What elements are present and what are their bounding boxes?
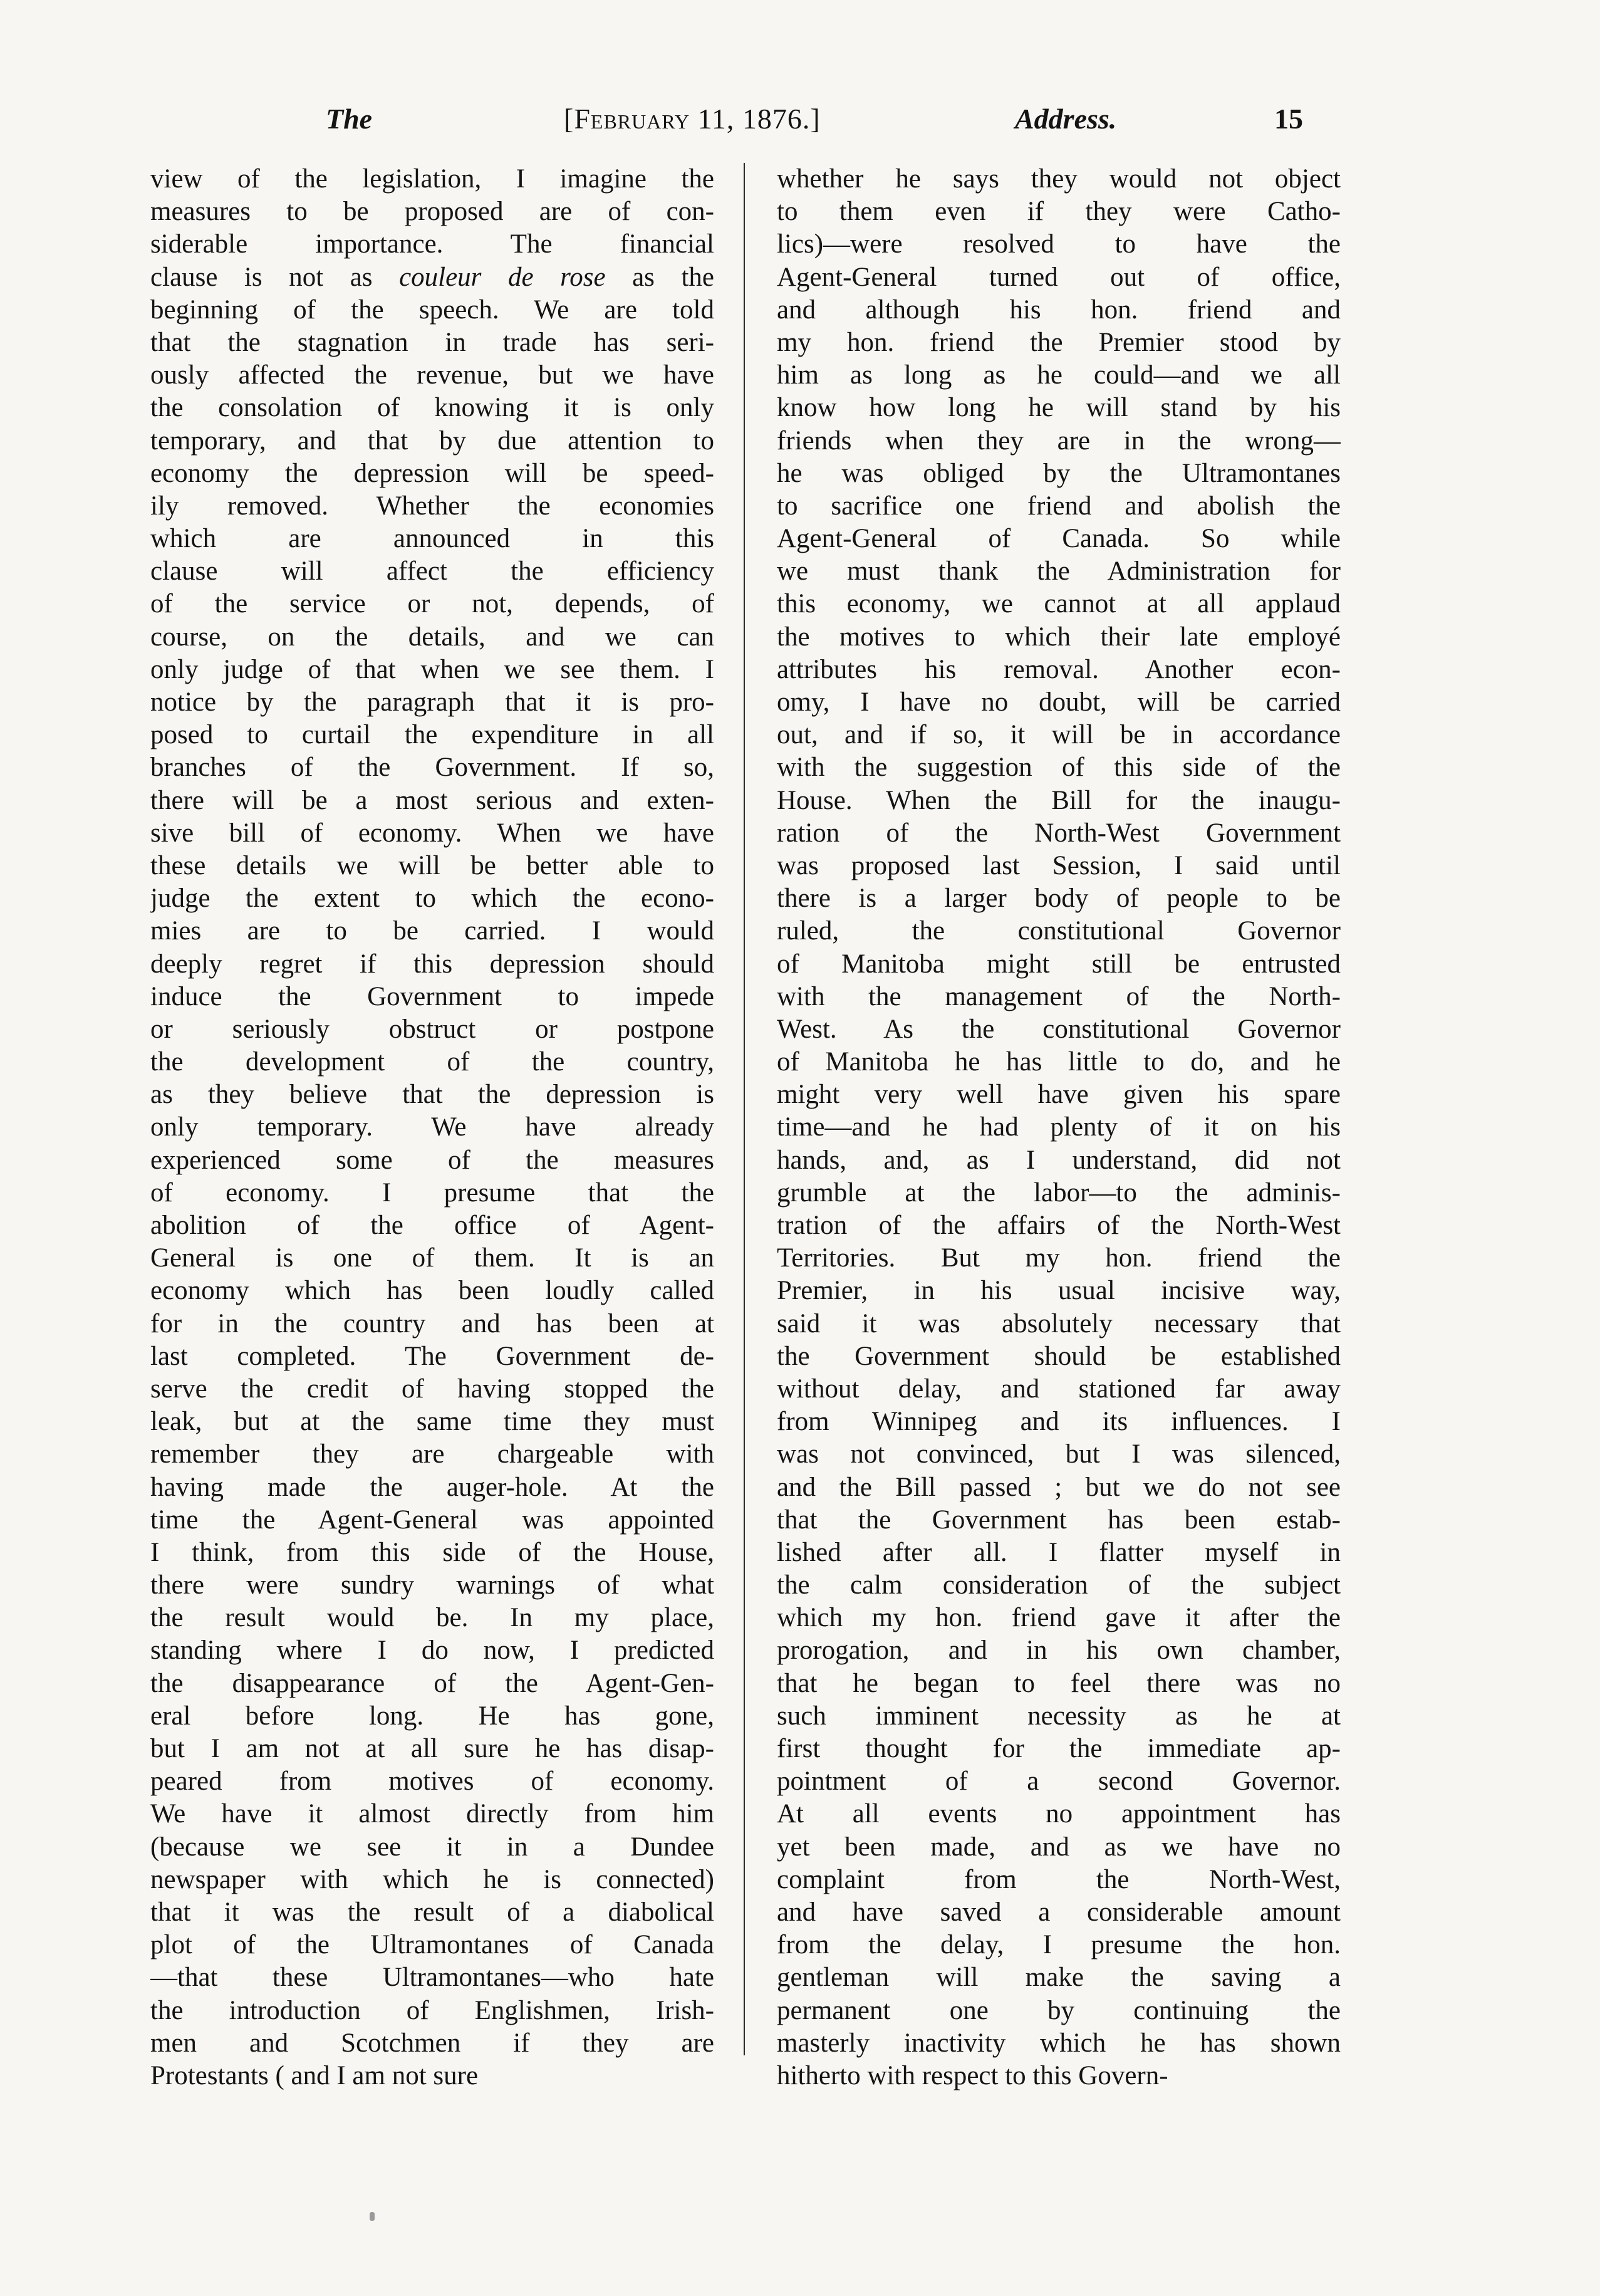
text-line: of Manitoba might still be entrusted xyxy=(777,949,1341,979)
text-line: he was obliged by the Ultramontanes xyxy=(777,458,1341,488)
text-line: there is a larger body of people to be xyxy=(777,884,1341,914)
text-line: which my hon. friend gave it after the xyxy=(777,1603,1341,1633)
text-line: we must thank the Administration for xyxy=(777,556,1341,587)
text-line: from the delay, I presume the hon. xyxy=(777,1930,1341,1960)
text-line: as they believe that the depression is xyxy=(150,1080,714,1110)
text-line: for in the country and has been at xyxy=(150,1308,714,1338)
text-line: Agent-General of Canada. So while xyxy=(777,524,1341,554)
text-line: General is one of them. It is an xyxy=(150,1243,714,1273)
text-line: At all events no appointment has xyxy=(777,1799,1341,1829)
text-line: the disappearance of the Agent-Gen- xyxy=(150,1668,714,1698)
text-line: ruled, the constitutional Governor xyxy=(777,916,1341,946)
text-line: first thought for the immediate ap- xyxy=(777,1734,1341,1763)
text-line: only temporary. We have already xyxy=(150,1112,714,1142)
text-line: Agent-General turned out of office, xyxy=(777,262,1341,292)
text-line: the introduction of Englishmen, Irish- xyxy=(150,1995,714,2025)
text-line: House. When the Bill for the inaugu- xyxy=(777,785,1341,815)
text-line: experienced some of the measures xyxy=(150,1145,714,1175)
text-line: the development of the country, xyxy=(150,1047,714,1077)
text-line: leak, but at the same time they must xyxy=(150,1407,714,1437)
right-column xyxy=(777,163,1341,2090)
text-line: notice by the paragraph that it is pro- xyxy=(150,687,714,717)
text-line: having made the auger-hole. At the xyxy=(150,1472,714,1502)
text-line: posed to curtail the expenditure in all xyxy=(150,720,714,750)
page-mark xyxy=(370,2212,375,2221)
text-line: Protestants ( and I am not sure xyxy=(150,2060,479,2090)
text-line: economy the depression will be speed- xyxy=(150,458,714,488)
text-line: out, and if so, it will be in accordance xyxy=(777,720,1341,750)
running-head-section: Address. xyxy=(1015,103,1117,135)
text-line: peared from motives of economy. xyxy=(150,1766,714,1797)
text-line: there will be a most serious and exten- xyxy=(150,785,714,815)
text-line: serve the credit of having stopped the xyxy=(150,1374,714,1404)
date-open-bracket: [ xyxy=(564,103,574,135)
text-line: of economy. I presume that the xyxy=(150,1177,714,1208)
text-line: the motives to which their late employé xyxy=(777,622,1341,652)
text-line: induce the Government to impede xyxy=(150,981,714,1011)
text-line: newspaper with which he is connected) xyxy=(150,1864,714,1894)
running-head-title: The xyxy=(326,103,373,135)
text-line: course, on the details, and we can xyxy=(150,622,714,652)
text-line: was not convinced, but I was silenced, xyxy=(777,1439,1341,1469)
text-line: plot of the Ultramontanes of Canada xyxy=(150,1930,714,1960)
text-line: —that these Ultramontanes—who hate xyxy=(150,1963,714,1993)
text-line: only judge of that when we see them. I xyxy=(150,654,714,684)
text-line: ily removed. Whether the economies xyxy=(150,491,714,521)
text-line: with the suggestion of this side of the xyxy=(777,753,1341,783)
text-line: tration of the affairs of the North-West xyxy=(777,1211,1341,1240)
text-line: temporary, and that by due attention to xyxy=(150,425,714,456)
text-line: sive bill of economy. When we have xyxy=(150,818,714,848)
text-line: and the Bill passed ; but we do not see xyxy=(777,1472,1341,1502)
text-line: the result would be. In my place, xyxy=(150,1603,714,1633)
text-line: there were sundry warnings of what xyxy=(150,1570,714,1600)
left-column xyxy=(150,163,714,2090)
text-line: him as long as he could—and we all xyxy=(777,360,1341,390)
running-head-date xyxy=(564,94,821,144)
date-month: February xyxy=(574,103,690,135)
text-line: complaint from the North-West, xyxy=(777,1864,1341,1894)
text-line: but I am not at all sure he has disap- xyxy=(150,1734,714,1763)
text-line: grumble at the labor—to the adminis- xyxy=(777,1177,1341,1208)
text-line: clause will affect the efficiency xyxy=(150,556,714,587)
text-line: pointment of a second Governor. xyxy=(777,1766,1341,1797)
text-line: men and Scotchmen if they are xyxy=(150,2028,714,2058)
text-line: or seriously obstruct or postpone xyxy=(150,1014,714,1044)
text-line: of the service or not, depends, of xyxy=(150,589,714,619)
text-line: know how long he will stand by his xyxy=(777,393,1341,423)
text-line: last completed. The Government de- xyxy=(150,1341,714,1371)
text-line: might very well have given his spare xyxy=(777,1080,1341,1110)
text-line: mies are to be carried. I would xyxy=(150,916,714,946)
text-line: that it was the result of a diabolical xyxy=(150,1897,714,1927)
text-line: this economy, we cannot at all applaud xyxy=(777,589,1341,619)
text-line: standing where I do now, I predicted xyxy=(150,1636,714,1666)
text-line: my hon. friend the Premier stood by xyxy=(777,327,1341,357)
text-line: these details we will be better able to xyxy=(150,850,714,880)
text-line: attributes his removal. Another econ- xyxy=(777,654,1341,684)
text-line: judge the extent to which the econo- xyxy=(150,884,714,914)
text-line: and although his hon. friend and xyxy=(777,295,1341,325)
text-line: without delay, and stationed far away xyxy=(777,1374,1341,1404)
text-line: ously affected the revenue, but we have xyxy=(150,360,714,390)
text-line: permanent one by continuing the xyxy=(777,1995,1341,2025)
text-line: which are announced in this xyxy=(150,524,714,554)
date-rest: 11, 1876.] xyxy=(690,103,821,135)
text-line: time the Agent-General was appointed xyxy=(150,1505,714,1535)
text-line: We have it almost directly from him xyxy=(150,1799,714,1829)
text-line: to sacrifice one friend and abolish the xyxy=(777,491,1341,521)
text-line: deeply regret if this depression should xyxy=(150,949,714,979)
text-line: Premier, in his usual incisive way, xyxy=(777,1276,1341,1306)
text-line: time—and he had plenty of it on his xyxy=(777,1112,1341,1142)
text-line: measures to be proposed are of con- xyxy=(150,197,714,227)
text-line: siderable importance. The financial xyxy=(150,229,714,259)
text-line: clause is not as couleur de rose as the xyxy=(150,262,714,292)
text-line: and have saved a considerable amount xyxy=(777,1897,1341,1927)
text-line: Territories. But my hon. friend the xyxy=(777,1243,1341,1273)
text-line: ration of the North-West Government xyxy=(777,818,1341,848)
text-line: view of the legislation, I imagine the xyxy=(150,164,714,194)
text-line: remember they are chargeable with xyxy=(150,1439,714,1469)
text-line: abolition of the office of Agent- xyxy=(150,1211,714,1240)
text-line: of Manitoba he has little to do, and he xyxy=(777,1047,1341,1077)
text-line: gentleman will make the saving a xyxy=(777,1963,1341,1993)
text-line: economy which has been loudly called xyxy=(150,1276,714,1306)
text-line: the Government should be established xyxy=(777,1341,1341,1371)
text-line: lished after all. I flatter myself in xyxy=(777,1537,1341,1567)
text-line: the consolation of knowing it is only xyxy=(150,393,714,423)
page-number: 15 xyxy=(1274,103,1303,135)
text-line: that the stagnation in trade has seri- xyxy=(150,327,714,357)
text-line: from Winnipeg and its influences. I xyxy=(777,1407,1341,1437)
text-line: eral before long. He has gone, xyxy=(150,1701,714,1731)
text-line: lics)—were resolved to have the xyxy=(777,229,1341,259)
text-line: was proposed last Session, I said until xyxy=(777,850,1341,880)
text-line: to them even if they were Catho- xyxy=(777,197,1341,227)
text-line: such imminent necessity as he at xyxy=(777,1701,1341,1731)
text-line: I think, from this side of the House, xyxy=(150,1537,714,1567)
text-line: that the Government has been estab- xyxy=(777,1505,1341,1535)
text-columns xyxy=(150,163,1341,2090)
text-line: whether he says they would not object xyxy=(777,164,1341,194)
text-line: that he began to feel there was no xyxy=(777,1668,1341,1698)
text-line: West. As the constitutional Governor xyxy=(777,1014,1341,1044)
text-line: said it was absolutely necessary that xyxy=(777,1308,1341,1338)
text-line: prorogation, and in his own chamber, xyxy=(777,1636,1341,1666)
text-line: hands, and, as I understand, did not xyxy=(777,1145,1341,1175)
text-line: friends when they are in the wrong— xyxy=(777,425,1341,456)
text-line: omy, I have no doubt, will be carried xyxy=(777,687,1341,717)
text-line: yet been made, and as we have no xyxy=(777,1832,1341,1862)
text-line: masterly inactivity which he has shown xyxy=(777,2028,1341,2058)
running-head xyxy=(326,94,1303,144)
column-divider xyxy=(744,163,745,2055)
text-line: (because we see it in a Dundee xyxy=(150,1832,714,1862)
text-line: the calm consideration of the subject xyxy=(777,1570,1341,1600)
text-line: beginning of the speech. We are told xyxy=(150,295,714,325)
text-line: branches of the Government. If so, xyxy=(150,753,714,783)
text-line: hitherto with respect to this Govern- xyxy=(777,2060,1168,2090)
text-line: with the management of the North- xyxy=(777,981,1341,1011)
